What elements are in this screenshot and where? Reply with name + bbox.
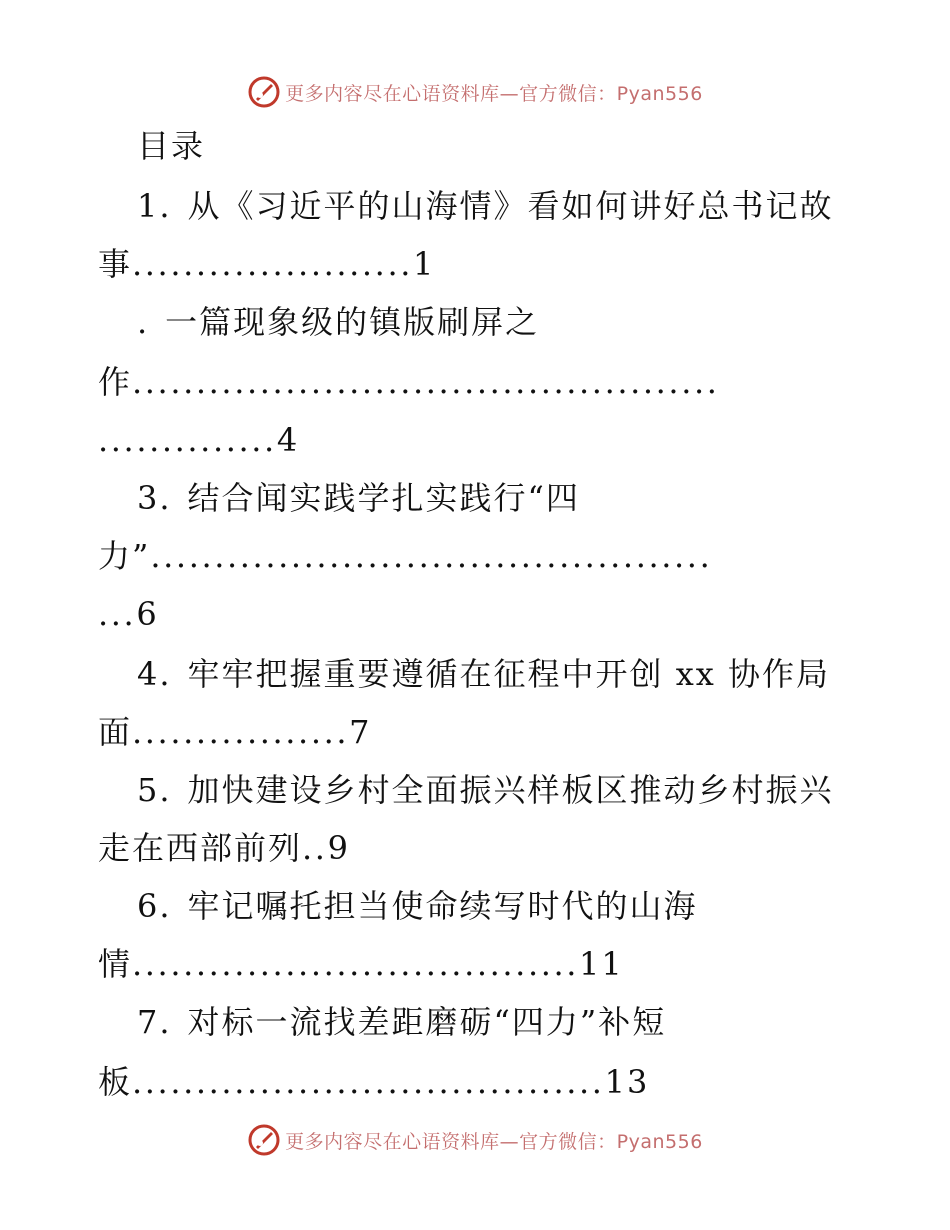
toc-entry-7-line-1: 7. 对标一流找差距磨砺“四力”补短 <box>137 1003 667 1041</box>
page-number: 9 <box>327 829 350 867</box>
toc-entry-3-line-1: 3. 结合闻实践学扎实践行“四 <box>137 479 580 517</box>
toc-entry-5-line-1: 5. 加快建设乡村全面振兴样板区推动乡村振兴 <box>137 771 834 809</box>
toc-entry-2-line-2: 作.............................................. <box>98 363 720 401</box>
watermark-text: 更多内容尽在心语资料库—官方微信：Pyan556 <box>285 82 703 105</box>
toc-entry-2-line-1: . 一篇现象级的镇版刷屏之 <box>137 303 540 341</box>
toc-entry-4-line-2: 面.................7 <box>98 713 372 751</box>
page-number: 11 <box>579 945 624 983</box>
quill-logo-icon <box>247 1123 281 1157</box>
toc-entry-1-line-2: 事......................1 <box>98 245 436 283</box>
watermark-text: 更多内容尽在心语资料库—官方微信：Pyan556 <box>285 1130 703 1153</box>
toc-entry-5-line-2: 走在西部前列..9 <box>98 829 350 867</box>
toc-entry-3-line-2: 力”............................................ <box>98 537 713 575</box>
toc-title: 目录 <box>137 127 206 165</box>
toc-entry-6-line-2: 情...................................11 <box>98 945 624 983</box>
toc-entry-6-line-1: 6. 牢记嘱托担当使命续写时代的山海 <box>137 887 698 925</box>
toc-entry-1-line-1: 1. 从《习近平的山海情》看如何讲好总书记故 <box>137 187 834 225</box>
watermark-banner-bottom <box>0 1120 950 1160</box>
page-number: 6 <box>136 595 159 633</box>
toc-entry-2-line-3: ..............4 <box>98 421 300 459</box>
toc-entry-4-line-1: 4. 牢牢把握重要遵循在征程中开创 xx 协作局 <box>137 655 830 693</box>
toc-entry-7-line-2: 板.....................................13 <box>98 1063 650 1101</box>
page-number: 13 <box>604 1063 650 1101</box>
page-number: 4 <box>276 421 300 459</box>
page-number: 1 <box>413 245 436 283</box>
toc-entry-3-line-3: ...6 <box>98 595 159 633</box>
quill-logo-icon <box>247 75 281 109</box>
watermark-banner-top <box>0 72 950 112</box>
page-number: 7 <box>349 713 372 751</box>
